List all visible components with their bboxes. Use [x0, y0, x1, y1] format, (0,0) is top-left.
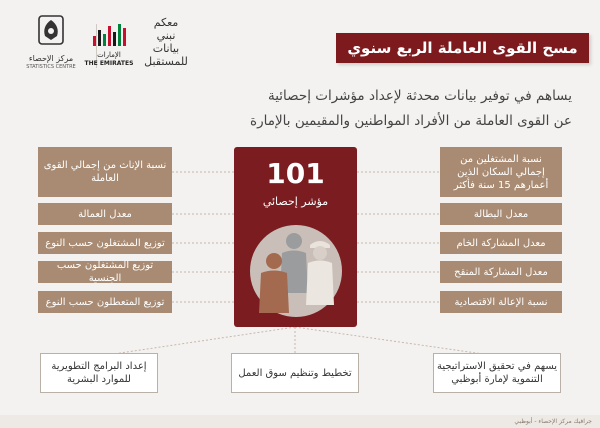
intro-line: يساهم في توفير بيانات محدثة لإعداد مؤشرات إحصائية [267, 88, 572, 104]
right-indicator: نسبة المشتغلين من إجمالي السكان الذين أعمارهم 15 سنة فأكثر [440, 147, 562, 197]
right-indicator: نسبة الإعالة الاقتصادية [440, 291, 562, 313]
intro-line: عن القوى العاملة من الأفراد المواطنين والمقيمين بالإمارة [250, 113, 572, 129]
left-indicator: معدل العمالة [38, 203, 172, 225]
left-indicator: توزيع المتعطلون حسب النوع [38, 291, 172, 313]
outcome-box: يسهم في تحقيق الاستراتيجية التنموية لإمارة أبوظبي [433, 353, 561, 393]
emirates-name-en: THE EMIRATES [84, 60, 134, 67]
right-indicator: معدل المشاركة المنقح [440, 261, 562, 283]
indicator-card [234, 147, 357, 327]
right-indicator: معدل البطالة [440, 203, 562, 225]
scad-name-en: STATISTICS CENTRE [26, 64, 76, 70]
indicator-label: مؤشر إحصائي [262, 195, 329, 208]
mithaq-line: للمستقبل [144, 55, 188, 68]
mithaq-line: بيانات [152, 42, 180, 55]
left-indicator: توزيع المشتغلون حسب الجنسية [38, 261, 172, 283]
right-indicator: معدل المشاركة الخام [440, 232, 562, 254]
scad-name-ar: مركز الإحصاء [28, 54, 74, 63]
left-indicator: نسبة الإناث من إجمالي القوى العاملة [38, 147, 172, 197]
left-indicator: توزيع المشتغلون حسب النوع [38, 232, 172, 254]
footer-credit: جرافيك مركز الإحصاء - أبوظبي [0, 415, 600, 428]
outcome-box: تخطيط وتنظيم سوق العمل [231, 353, 359, 393]
workers-icon [244, 215, 348, 319]
page-title: مسح القوى العاملة الربع سنوي [336, 33, 589, 63]
emirates-name-ar: الإمارات [97, 51, 121, 59]
mithaq-line: معكم [153, 16, 179, 29]
mithaq-line: نبني [156, 29, 176, 42]
indicator-count: 101 [266, 157, 325, 190]
outcome-box: إعداد البرامج التطويرية للموارد البشرية [40, 353, 158, 393]
